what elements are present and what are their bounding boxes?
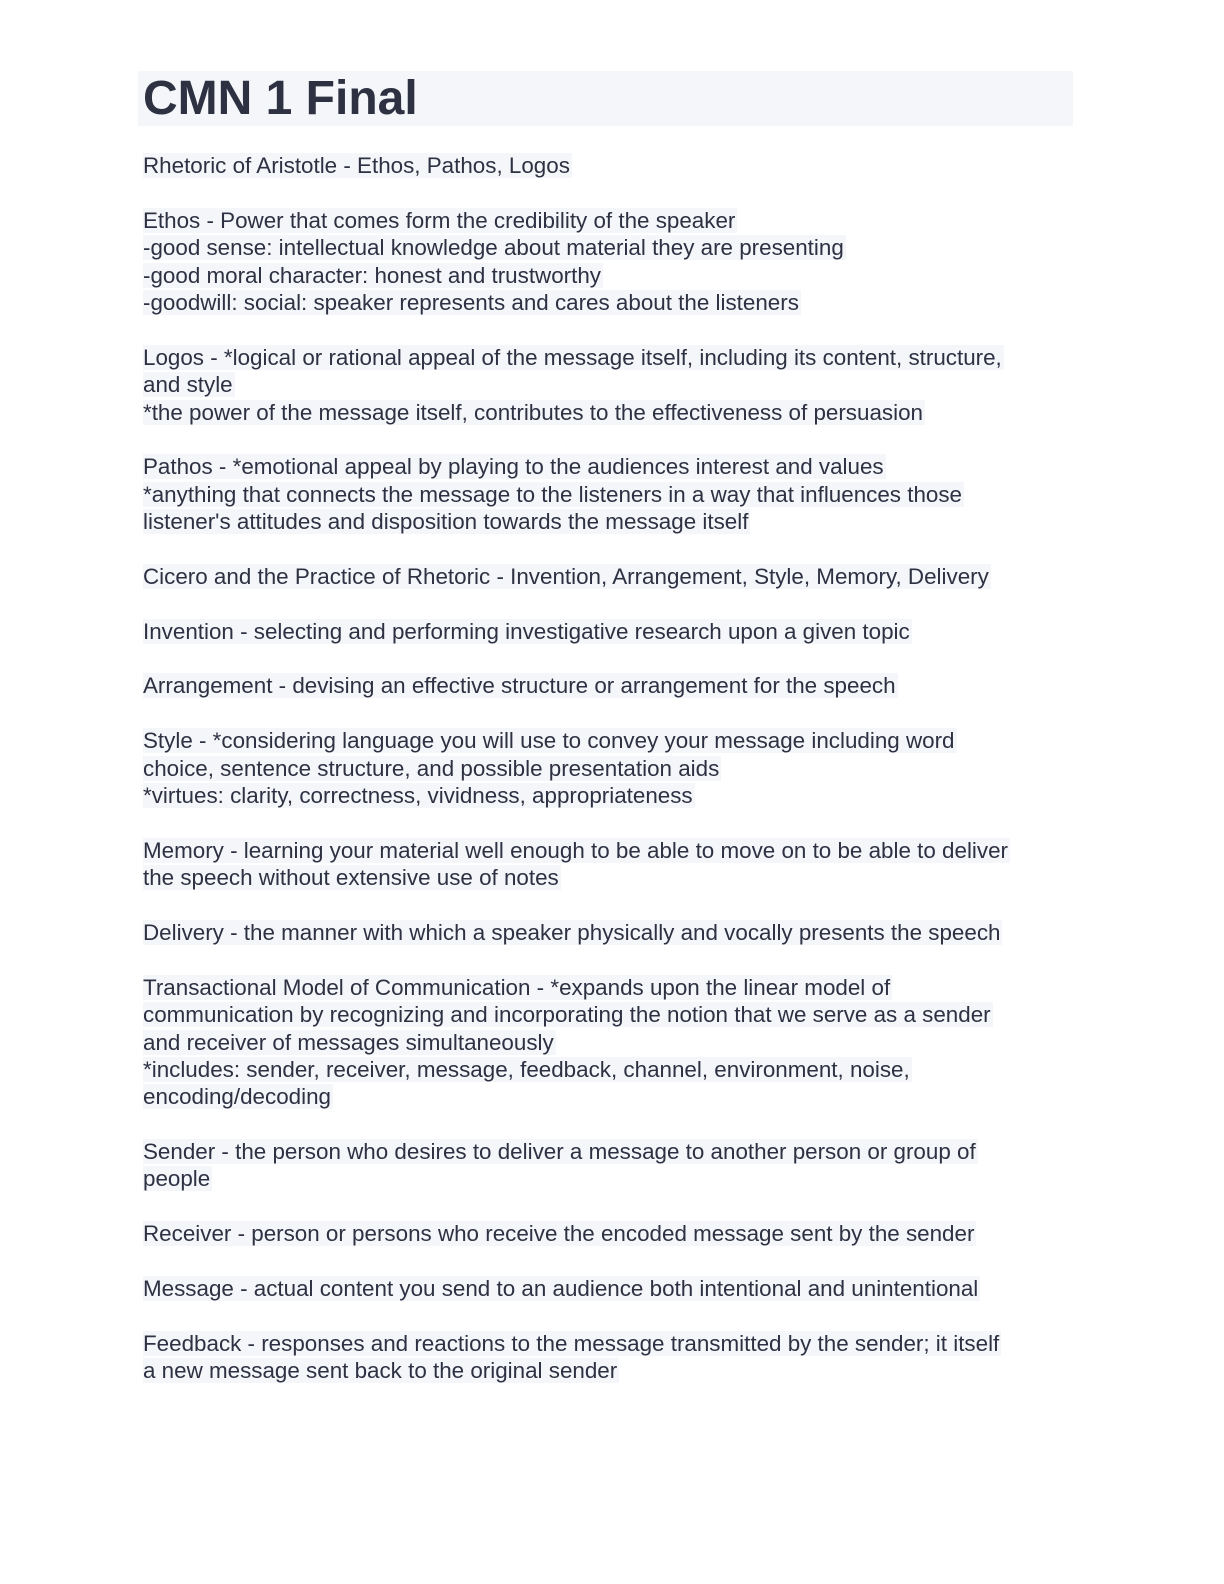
text-line: Delivery - the manner with which a speaker physically and vocally presents the speech	[143, 919, 1001, 945]
text-line: *the power of the message itself, contributes to the effectiveness of persuasion	[143, 399, 923, 425]
text-line: Cicero and the Practice of Rhetoric - Invention, Arrangement, Style, Memory, Delivery	[143, 563, 989, 589]
text-line: -goodwill: social: speaker represents and cares about the listeners	[143, 289, 799, 315]
paragraph-transactional-model	[143, 974, 1073, 1111]
text-line: Style - *considering language you will use to convey your message including word	[143, 728, 955, 754]
paragraph-arrangement	[143, 672, 1073, 699]
paragraph-memory	[143, 837, 1073, 892]
paragraph-ethos	[143, 207, 1073, 317]
paragraph-logos	[143, 344, 1073, 426]
text-line: Memory - learning your material well enough to be able to move on to be able to deliver	[143, 837, 1009, 863]
text-line: Message - actual content you send to an audience both intentional and unintentional	[143, 1276, 979, 1302]
text-line: Pathos - *emotional appeal by playing to the audiences interest and values	[143, 454, 884, 480]
text-line: *anything that connects the message to the listeners in a way that influences those	[143, 481, 962, 507]
text-line: people	[143, 1166, 211, 1192]
text-line: listener's attitudes and disposition towards the message itself	[143, 509, 749, 535]
text-line: *virtues: clarity, correctness, vividness, appropriateness	[143, 782, 693, 808]
text-line: Arrangement - devising an effective structure or arrangement for the speech	[143, 673, 896, 699]
notes-body	[143, 152, 1073, 1412]
text-line: communication by recognizing and incorporating the notion that we serve as a sender	[143, 1002, 991, 1028]
text-line: Feedback - responses and reactions to the message transmitted by the sender; it itself	[143, 1330, 1000, 1356]
paragraph-message	[143, 1275, 1073, 1302]
page-title: CMN 1 Final	[143, 72, 418, 125]
text-line: encoding/decoding	[143, 1084, 331, 1110]
text-line: *includes: sender, receiver, message, feedback, channel, environment, noise,	[143, 1056, 910, 1082]
text-line: Receiver - person or persons who receive the encoded message sent by the sender	[143, 1221, 975, 1247]
text-line: and style	[143, 372, 233, 398]
paragraph-feedback	[143, 1330, 1073, 1385]
paragraph-pathos	[143, 453, 1073, 535]
text-line: choice, sentence structure, and possible presentation aids	[143, 755, 720, 781]
paragraph-style	[143, 727, 1073, 809]
text-line: a new message sent back to the original sender	[143, 1358, 618, 1384]
paragraph-invention	[143, 618, 1073, 645]
paragraph-delivery	[143, 919, 1073, 946]
text-line: -good moral character: honest and trustworthy	[143, 262, 601, 288]
paragraph-rhetoric-aristotle	[143, 152, 1073, 179]
paragraph-sender	[143, 1138, 1073, 1193]
text-line: Invention - selecting and performing investigative research upon a given topic	[143, 618, 910, 644]
text-line: the speech without extensive use of notes	[143, 865, 559, 891]
paragraph-cicero	[143, 563, 1073, 590]
text-line: Ethos - Power that comes form the credibility of the speaker	[143, 207, 736, 233]
text-line: Logos - *logical or rational appeal of the message itself, including its content, structure,	[143, 344, 1002, 370]
text-line: Transactional Model of Communication - *expands upon the linear model of	[143, 974, 891, 1000]
text-line: Sender - the person who desires to deliver a message to another person or group of	[143, 1139, 976, 1165]
text-line: and receiver of messages simultaneously	[143, 1029, 554, 1055]
text-line: Rhetoric of Aristotle - Ethos, Pathos, Logos	[143, 153, 570, 178]
paragraph-receiver	[143, 1220, 1073, 1247]
text-line: -good sense: intellectual knowledge about material they are presenting	[143, 235, 844, 261]
